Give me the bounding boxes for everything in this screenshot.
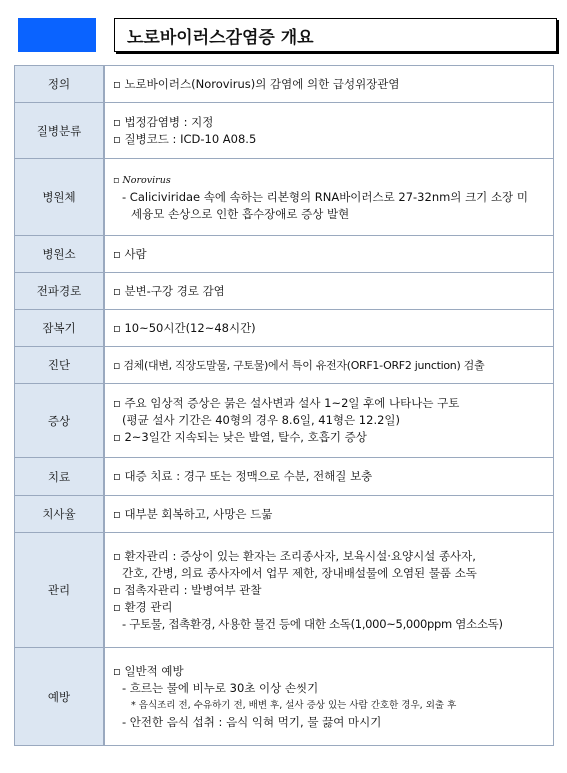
header — [18, 18, 557, 52]
content-line: ▫ 검체(대변, 직장도말물, 구토물)에서 특이 유전자(ORF1-ORF2 junction) 검출 — [113, 358, 485, 372]
header-accent-block — [18, 18, 96, 52]
row-content — [104, 384, 554, 458]
content-line: ▫ 법정감염병 : 지정 — [113, 114, 214, 129]
row-content — [104, 458, 554, 496]
content-line: - 흐르는 물에 비누로 30초 이상 손씻기 — [122, 680, 319, 695]
row-label: 치료 — [15, 458, 105, 496]
content-line: (평균 설사 기간은 40형의 경우 8.6일, 41형은 12.2일) — [122, 413, 401, 427]
row-content — [104, 273, 554, 310]
content-line: - Caliciviridae 속에 속하는 리본형의 RNA바이러스로 27-32nm의 크기 소장 미 — [122, 189, 528, 204]
content-line: ▫ 접촉자관리 : 발병여부 관찰 — [113, 582, 262, 597]
row-content — [104, 648, 554, 746]
overview-table — [14, 65, 554, 746]
table-row — [15, 66, 554, 103]
table-row — [15, 496, 554, 533]
row-content — [104, 533, 554, 648]
content-line: - 안전한 음식 섭취 : 음식 익혀 먹기, 물 끓여 마시기 — [122, 714, 382, 729]
row-content — [104, 159, 554, 236]
row-label: 병원소 — [15, 236, 105, 273]
content-line: ▫ 주요 임상적 증상은 묽은 설사변과 설사 1~2일 후에 나타나는 구토 — [113, 396, 460, 410]
content-line: ▫ 노로바이러스(Norovirus)의 감염에 의한 급성위장관염 — [113, 76, 400, 91]
row-label: 전파경로 — [15, 273, 105, 310]
content-line: 간호, 간병, 의료 종사자에서 업무 제한, 장내배설물에 오염된 물품 소독 — [122, 565, 477, 580]
content-line: ▫ 대부분 회복하고, 사망은 드묾 — [113, 506, 273, 521]
row-content — [104, 496, 554, 533]
content-line: ▫ 일반적 예방 — [113, 663, 184, 678]
content-line: ▫ 환경 관리 — [113, 599, 173, 614]
table-row — [15, 103, 554, 159]
row-label: 증상 — [15, 384, 105, 458]
content-line: ▫ 2~3일간 지속되는 낮은 발열, 탈수, 호흡기 증상 — [113, 430, 367, 444]
title-box — [114, 18, 557, 52]
row-label: 잠복기 — [15, 310, 105, 347]
table-row — [15, 533, 554, 648]
row-label: 정의 — [15, 66, 105, 103]
content-line: ▫ 사람 — [113, 246, 147, 261]
content-line: ▫ 분변-구강 경로 감염 — [113, 283, 225, 298]
row-content — [104, 236, 554, 273]
table-row — [15, 458, 554, 496]
table-row — [15, 347, 554, 384]
table-row — [15, 310, 554, 347]
content-line: ▫ 환자관리 : 증상이 있는 환자는 조리종사자, 보육시설·요양시설 종사자, — [113, 548, 476, 563]
row-label: 진단 — [15, 347, 105, 384]
row-label: 병원체 — [15, 159, 105, 236]
row-content — [104, 66, 554, 103]
content-line: ▫ Norovirus — [113, 174, 171, 186]
content-line: ▫ 질병코드 : ICD-10 A08.5 — [113, 131, 257, 146]
row-label: 관리 — [15, 533, 105, 648]
content-line: - 구토물, 접촉환경, 사용한 물건 등에 대한 소독(1,000~5,000ppm 염소소독) — [122, 616, 503, 631]
row-label: 질병분류 — [15, 103, 105, 159]
row-label: 예방 — [15, 648, 105, 746]
row-content — [104, 310, 554, 347]
row-content — [104, 347, 554, 384]
table-row — [15, 159, 554, 236]
row-content — [104, 103, 554, 159]
table-row — [15, 648, 554, 746]
table-row — [15, 273, 554, 310]
content-line: 세융모 손상으로 인한 흡수장애로 증상 발현 — [131, 206, 350, 221]
row-label: 치사율 — [15, 496, 105, 533]
table-row — [15, 236, 554, 273]
content-line: ▫ 10~50시간(12~48시간) — [113, 320, 256, 335]
table-row — [15, 384, 554, 458]
content-line: ▫ 대증 치료 : 경구 또는 정맥으로 수분, 전해질 보충 — [113, 469, 373, 483]
content-line: * 음식조리 전, 수유하기 전, 배변 후, 설사 증상 있는 사람 간호한 경우, 외출 후 — [131, 699, 457, 711]
page-title: 노로바이러스감염증 개요 — [127, 28, 314, 48]
